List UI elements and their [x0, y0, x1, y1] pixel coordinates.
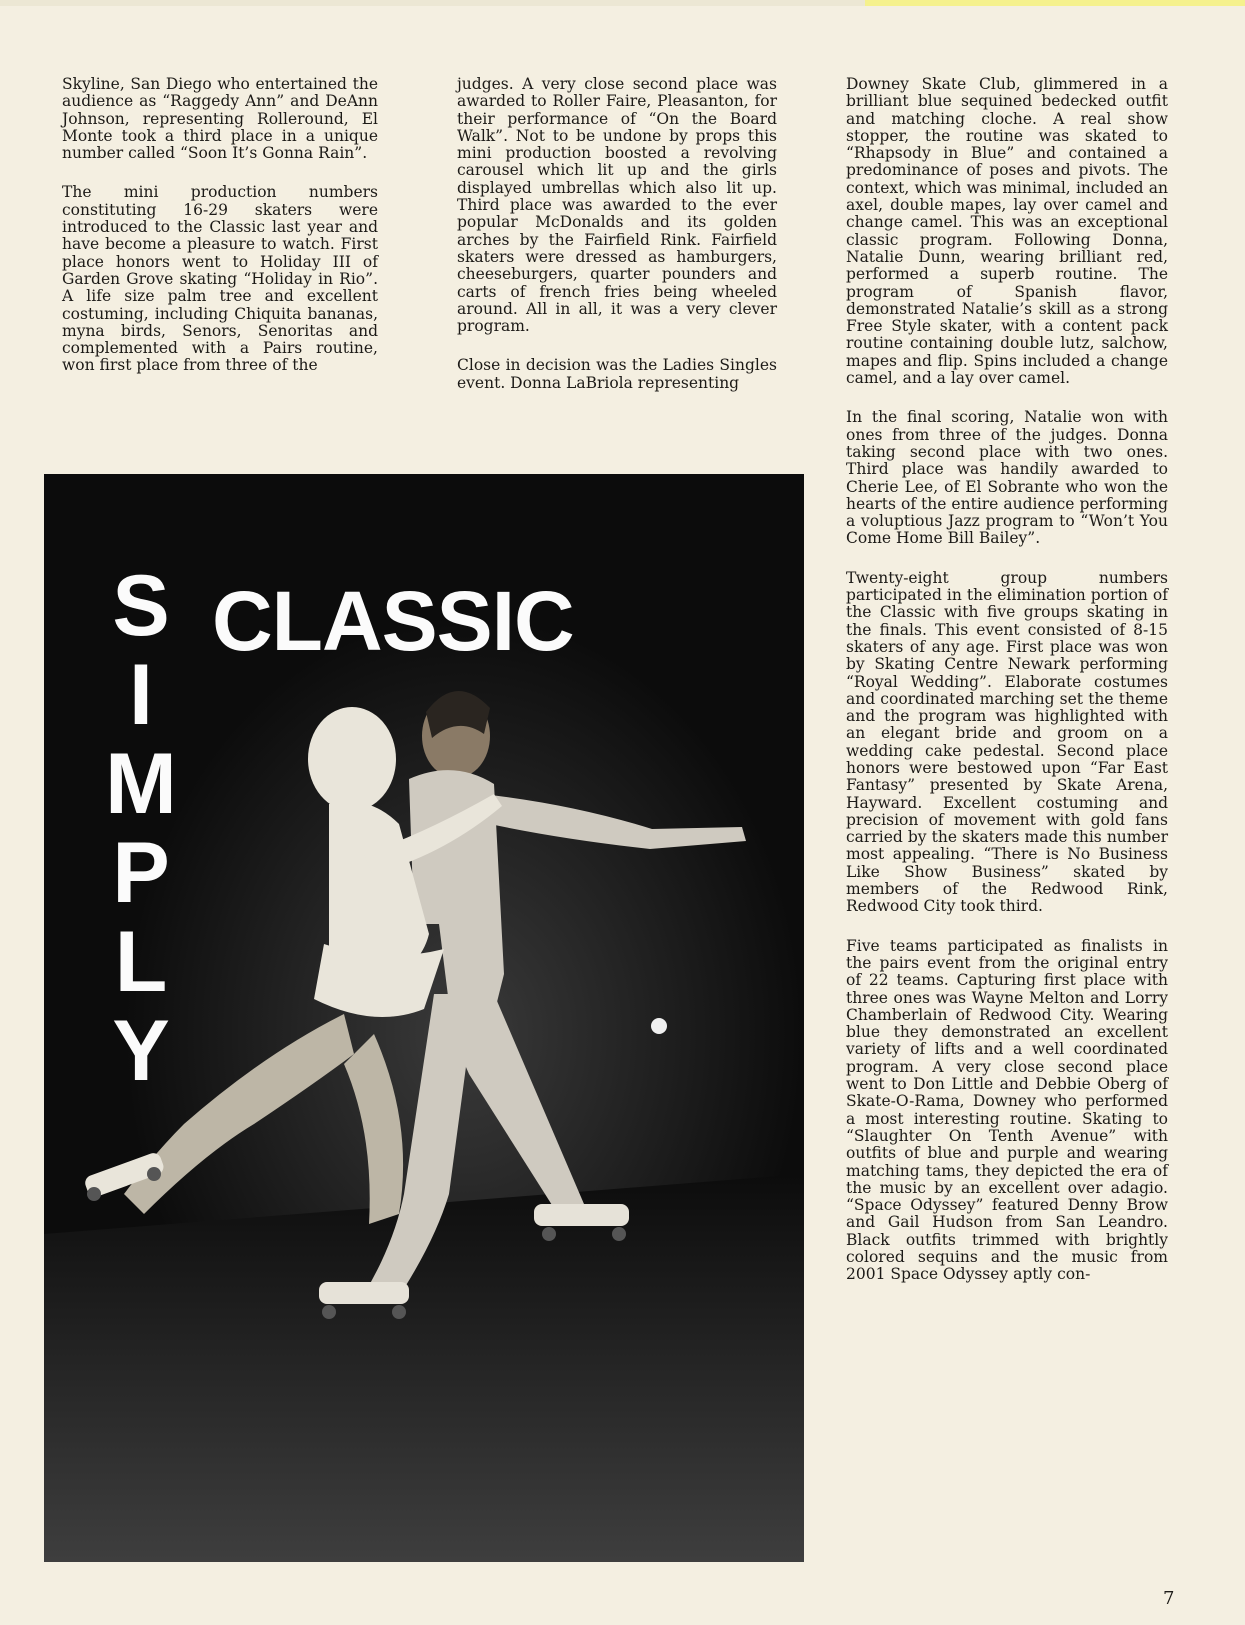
paragraph: judges. A very close second place was awarded to Roller Faire, Pleasanton, for their performance of “On the Board Walk”. Not to be undone by props this mini production boosted a revolving carousel which lit up and the girls displayed umbrellas which also lit up. Third place was awarded to the ever popular McDonalds and its golden arches by the Fairfield Rink. Fairfield skaters were dressed as hamburgers, cheeseburgers, quarter pounders and carts of french fries being wheeled around. All in all, it was a very clever program. — [457, 75, 777, 336]
article-column-2 — [457, 76, 777, 414]
headline-letter: S — [112, 558, 170, 654]
article-column-1 — [62, 76, 378, 397]
headline-letter: L — [114, 914, 168, 1010]
article-column-3 — [846, 76, 1168, 1306]
headline-letter: Y — [112, 1003, 170, 1099]
headline-simply — [96, 558, 186, 1099]
roller-skating-pair-photo — [44, 474, 804, 1562]
paragraph: Skyline, San Diego who entertained the audience as “Raggedy Ann” and DeAnn Johnson, representing Rolleround, El Monte took a third place in a unique number called “Soon It’s Gonna Rain”. — [62, 75, 378, 163]
paragraph: Twenty-eight group numbers participated in the elimination portion of the Classic with five groups skating in the finals. This event consisted of 8-15 skaters of any age. First place was won by Skating Centre Newark performing “Royal Wedding”. Elaborate costumes and coordinated marching set the theme and the program was highlighted with an elegant bride and groom on a wedding cake pedestal. Second place honors were bestowed upon “Far East Fantasy” presented by Skate Arena, Hayward. Excellent costuming and precision of movement with gold fans carried by the skaters made this number most appealing. “There is No Business Like Show Business” skated by members of the Redwood Rink, Redwood City took third. — [846, 568, 1168, 916]
headline-letter: I — [129, 647, 153, 743]
scan-top-edge — [0, 0, 1245, 6]
page-number: 7 — [1163, 1588, 1175, 1609]
paragraph: Close in decision was the Ladies Singles event. Donna LaBriola representing — [457, 356, 777, 392]
headline-classic: CLASSIC — [212, 574, 574, 668]
paragraph: The mini production numbers constituting 16-29 skaters were introduced to the Classic last year and have become a pleasure to watch. First place honors went to Holiday III of Garden Grove skating “Holiday in Rio”. A life size palm tree and excellent costuming, including Chiquita bananas, myna birds, Senors, Senoritas and complemented with a Pairs routine, won first place from three of the — [62, 183, 378, 375]
paragraph: In the final scoring, Natalie won with ones from three of the judges. Donna taking second place with two ones. Third place was handily awarded to Cherie Lee, of El Sobrante who won the hearts of the entire audience performing a voluptious Jazz program to “Won’t You Come Home Bill Bailey”. — [846, 408, 1168, 548]
paragraph: Five teams participated as finalists in the pairs event from the original entry of 22 teams. Capturing first place with three ones was Wayne Melton and Lorry Chamberlain of Redwood City. Wearing blue they demonstrated an excellent variety of lifts and a well coordinated program. A very close second place went to Don Little and Debbie Oberg of Skate-O-Rama, Downey who performed a most interesting routine. Skating to “Slaughter On Tenth Avenue” with outfits of blue and purple and wearing matching tams, they depicted the era of the music by an excellent over adagio. “Space Odyssey” featured Denny Brow and Gail Hudson from San Leandro. Black outfits trimmed with brightly colored sequins and the music from 2001 Space Odyssey aptly con- — [846, 936, 1168, 1284]
headline-letter: P — [112, 825, 170, 921]
headline-letter: M — [105, 736, 177, 832]
paragraph: Downey Skate Club, glimmered in a brilliant blue sequined bedecked outfit and matching cloche. A real show stopper, the routine was skated to “Rhapsody in Blue” and contained a predominance of poses and pivots. The context, which was minimal, included an axel, double mapes, lay over camel and change camel. This was an exceptional classic program. Following Donna, Natalie Dunn, wearing brilliant red, performed a superb routine. The program of Spanish flavor, demonstrated Natalie’s skill as a strong Free Style skater, with a content pack routine containing double lutz, salchow, mapes and flip. Spins included a change camel, and a lay over camel. — [846, 75, 1168, 388]
